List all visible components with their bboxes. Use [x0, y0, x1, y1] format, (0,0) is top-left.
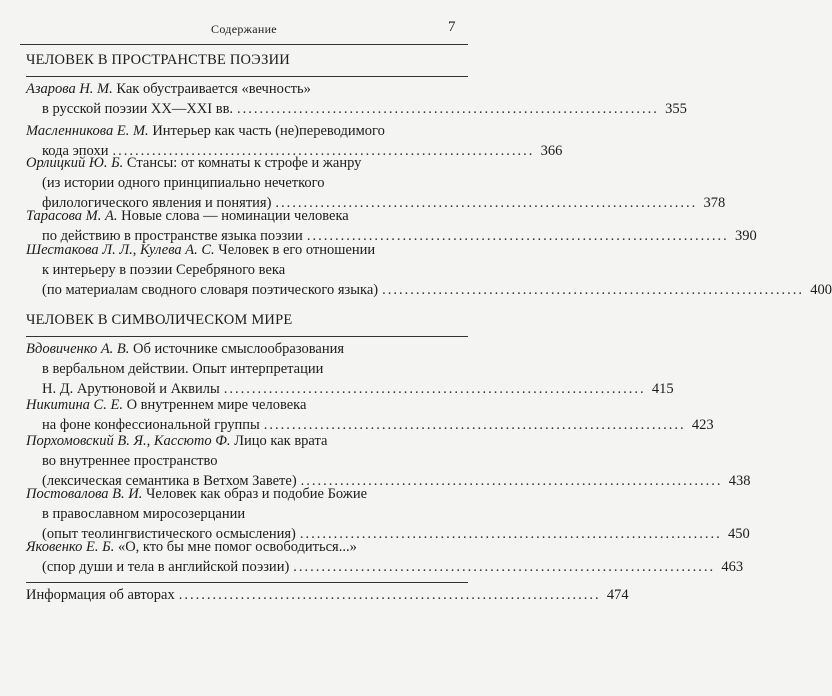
entry-page-number: 423: [691, 417, 714, 433]
entry-author: Орлицкий Ю. Б.: [26, 155, 124, 171]
toc-entry[interactable]: [26, 431, 751, 491]
entry-title: Об источнике смыслообразования: [133, 341, 345, 357]
entry-page-number: 474: [606, 587, 629, 603]
section-title-symbolic: ЧЕЛОВЕК В СИМВОЛИЧЕСКОМ МИРЕ: [26, 312, 293, 328]
entry-title: Как обустраивается «вечность»: [116, 81, 311, 97]
entry-title-cont: филологического явления и понятия): [42, 195, 272, 211]
toc-entry-authors-info[interactable]: [26, 585, 629, 605]
section-rule: [26, 76, 468, 77]
toc-entry[interactable]: [26, 240, 832, 300]
entry-title-cont: в православном миросозерцании: [42, 506, 246, 522]
entry-author: Порхомовский В. Я., Кассюто Ф.: [26, 433, 231, 449]
page-number: 7: [448, 19, 456, 35]
entry-title-cont: (опыт теолингвистического осмысления): [42, 526, 296, 542]
leader-dots: ...........................................................................: [382, 282, 804, 298]
entry-page-number: 400: [810, 282, 832, 298]
leader-dots: ...........................................................................: [112, 143, 535, 159]
entry-page-number: 355: [665, 101, 687, 117]
leader-dots: ...........................................................................: [293, 559, 716, 575]
entry-author: Тарасова М. А.: [26, 208, 118, 224]
entry-title: Человек в его отношении: [218, 242, 376, 258]
entry-title: Стансы: от комнаты к строфе и жанру: [126, 155, 362, 171]
running-header: [0, 0, 488, 48]
entry-title-cont: Н. Д. Арутюновой и Аквилы: [42, 381, 220, 397]
entry-page-number: 366: [540, 143, 563, 159]
entry-author: Никитина С. Е.: [26, 397, 123, 413]
entry-title: Человек как образ и подобие Божие: [145, 486, 368, 502]
toc-entry[interactable]: [26, 339, 674, 399]
entry-page-number: 438: [728, 473, 751, 489]
leader-dots: ...........................................................................: [275, 195, 698, 211]
entry-title-cont: в вербальном действии. Опыт интерпретации: [42, 361, 324, 377]
entry-title-cont: на фоне конфессиональной группы: [42, 417, 260, 433]
entry-title: О внутреннем мире человека: [126, 397, 307, 413]
running-header-title: Содержание: [211, 22, 277, 36]
entry-title-cont: (лексическая семантика в Ветхом Завете): [42, 473, 297, 489]
entry-title: Информация об авторах: [26, 587, 175, 603]
toc-entry[interactable]: [26, 153, 726, 213]
leader-dots: ...........................................................................: [306, 228, 729, 244]
entry-author: Вдовиченко А. В.: [26, 341, 130, 357]
entry-page-number: 415: [651, 381, 674, 397]
toc-entry[interactable]: [26, 537, 744, 577]
entry-author: Шестакова Л. Л., Кулева А. С.: [26, 242, 215, 258]
entry-author: Масленникова Е. М.: [26, 123, 149, 139]
entry-title-cont: к интерьеру в поэзии Серебряного века: [42, 262, 286, 278]
entry-page-number: 463: [721, 559, 744, 575]
entry-page-number: 390: [734, 228, 757, 244]
entry-author: Постовалова В. И.: [26, 486, 143, 502]
leader-dots: ...........................................................................: [223, 381, 646, 397]
entry-title-cont: (спор души и тела в английской поэзии): [42, 559, 290, 575]
entry-title-cont: в русской поэзии XX—XXI вв.: [42, 101, 234, 117]
entry-title-cont: (по материалам сводного словаря поэтического языка): [42, 282, 379, 298]
entry-title: «О, кто бы мне помог освободиться...»: [117, 539, 357, 555]
entry-title-cont: кода эпохи: [42, 143, 109, 159]
leader-dots: ...........................................................................: [263, 417, 686, 433]
leader-dots: ...........................................................................: [299, 526, 722, 542]
toc-entry[interactable]: [26, 395, 714, 435]
entry-title: Интерьер как часть (не)переводимого: [152, 123, 385, 139]
section-title-poetry: ЧЕЛОВЕК В ПРОСТРАНСТВЕ ПОЭЗИИ: [26, 52, 290, 68]
toc-entry[interactable]: [26, 484, 750, 544]
toc-entry[interactable]: [26, 79, 687, 119]
leader-dots: ...........................................................................: [237, 101, 659, 117]
entry-title-cont: (из истории одного принципиально нечеткого: [42, 175, 325, 191]
entry-title-cont: во внутреннее пространство: [42, 453, 218, 469]
entry-author: Яковенко Е. Б.: [26, 539, 115, 555]
entry-title: Новые слова — номинации человека: [121, 208, 349, 224]
entry-title: Лицо как врата: [234, 433, 328, 449]
entry-page-number: 450: [727, 526, 750, 542]
leader-dots: ...........................................................................: [178, 587, 601, 603]
entry-author: Азарова Н. М.: [26, 81, 113, 97]
entry-title-cont: по действию в пространстве языка поэзии: [42, 228, 303, 244]
footer-rule: [26, 582, 468, 583]
header-rule: [20, 44, 468, 45]
section-rule: [26, 336, 468, 337]
entry-page-number: 378: [703, 195, 726, 211]
leader-dots: ...........................................................................: [300, 473, 723, 489]
